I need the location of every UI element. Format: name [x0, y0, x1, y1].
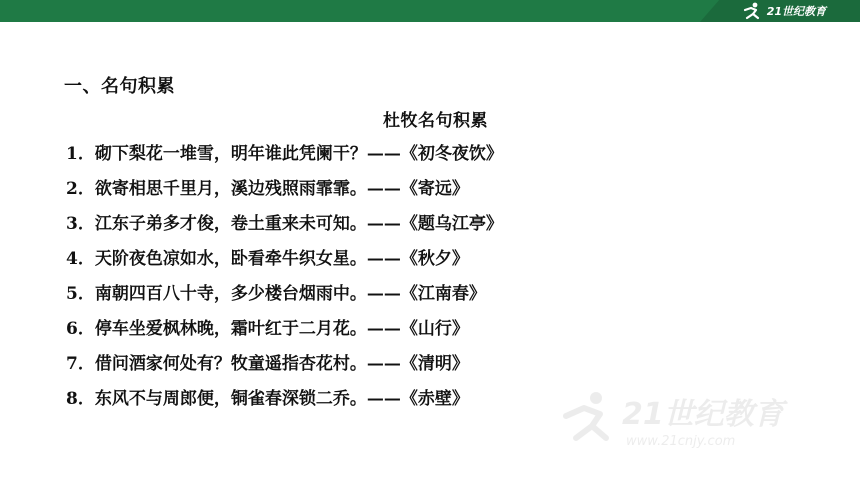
brand-logo	[741, 2, 826, 20]
quote-list	[66, 142, 503, 422]
watermark-graphic	[556, 388, 816, 450]
watermark	[556, 388, 816, 450]
watermark-brand-text: 21世纪教育	[622, 397, 784, 432]
header-bar	[0, 0, 860, 22]
brand-logo-text: 21世纪教育	[766, 5, 826, 18]
runner-icon	[741, 2, 763, 20]
watermark-url-text: www.21cnjy.com	[626, 434, 736, 449]
quote-item-4: 4．天阶夜色凉如水，卧看牵牛织女星。——《秋夕》	[66, 249, 469, 269]
quote-item-8: 8．东风不与周郎便，铜雀春深锁二乔。——《赤壁》	[66, 389, 469, 409]
quote-item-7: 7．借问酒家何处有？牧童遥指杏花村。——《清明》	[66, 354, 469, 374]
section-heading: 一、名句积累	[64, 76, 175, 97]
quote-item-3: 3．江东子弟多才俊，卷土重来未可知。——《题乌江亭》	[66, 214, 503, 234]
quote-item-2: 2．欲寄相思千里月，溪边残照雨霏霏。——《寄远》	[66, 179, 469, 199]
quote-item-5: 5．南朝四百八十寺，多少楼台烟雨中。——《江南春》	[66, 284, 486, 304]
quote-item-1: 1．砌下梨花一堆雪，明年谁此凭阑干？——《初冬夜饮》	[66, 144, 503, 164]
quote-item-6: 6．停车坐爱枫林晚，霜叶红于二月花。——《山行》	[66, 319, 469, 339]
table-title: 杜牧名句积累	[383, 111, 488, 131]
